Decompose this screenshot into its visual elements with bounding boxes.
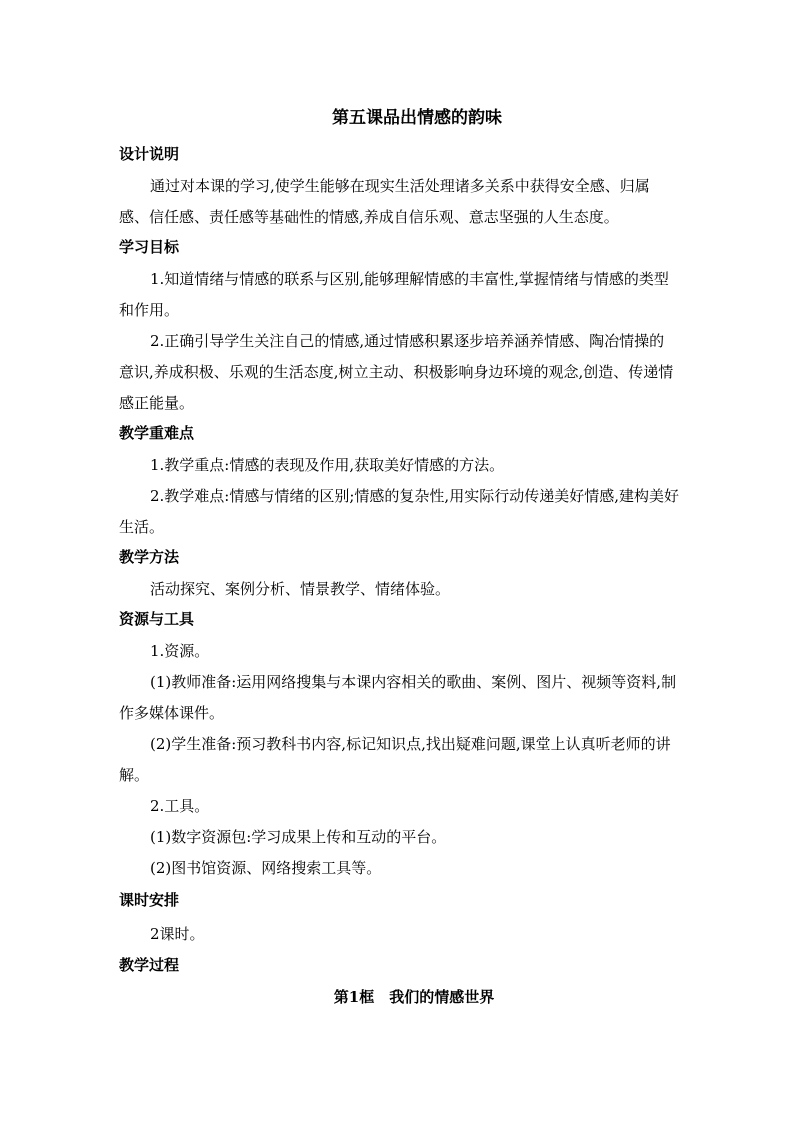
heading-key-points: 教学重难点	[119, 424, 195, 442]
section-subtitle: 第1框 我们的情感世界	[333, 988, 495, 1006]
paragraph-resources-1b: (2)学生准备:预习教科书内容,标记知识点,找出疑难问题,课堂上认真听老师的讲解。	[119, 735, 671, 784]
paragraph-design: 通过对本课的学习,使学生能够在现实生活处理诸多关系中获得安全感、归属感、信任感、责任感等基础性的情感,养成自信乐观、意志坚强的人生态度。	[119, 177, 650, 226]
line-resources-1: 1.资源。	[150, 642, 210, 660]
line-resources-2a: (1)数字资源包:学习成果上传和互动的平台。	[150, 828, 447, 846]
paragraph-methods: 活动探究、案例分析、情景教学、情绪体验。	[150, 580, 451, 598]
paragraph-goal-2: 2.正确引导学生关注自己的情感,通过情感积累逐步培养涵养情感、陶冶情操的意识,养成积极、乐观的生活态度,树立主动、积极影响身边环境的观念,创造、传递情感正能量。	[119, 332, 674, 412]
paragraph-goal-1: 1.知道情绪与情感的联系与区别,能够理解情感的丰富性,掌握情绪与情感的类型和作用。	[119, 270, 669, 319]
page-title: 第五课品出情感的韵味	[332, 108, 502, 128]
heading-resources: 资源与工具	[119, 610, 195, 628]
heading-methods: 教学方法	[119, 548, 180, 566]
line-resources-2: 2.工具。	[150, 797, 210, 815]
heading-goals: 学习目标	[119, 238, 180, 256]
heading-schedule: 课时安排	[119, 891, 180, 909]
line-resources-2b: (2)图书馆资源、网络搜索工具等。	[150, 859, 382, 877]
line-schedule: 2课时。	[150, 925, 205, 943]
paragraph-key-point-1: 1.教学重点:情感的表现及作用,获取美好情感的方法。	[150, 456, 505, 474]
paragraph-key-point-2: 2.教学难点:情感与情绪的区别;情感的复杂性,用实际行动传递美好情感,建构美好生活。	[119, 487, 679, 536]
paragraph-resources-1a: (1)教师准备:运用网络搜集与本课内容相关的歌曲、案例、图片、视频等资料,制作多媒体课件。	[119, 673, 677, 722]
heading-process: 教学过程	[119, 956, 180, 974]
heading-design: 设计说明	[119, 145, 180, 163]
